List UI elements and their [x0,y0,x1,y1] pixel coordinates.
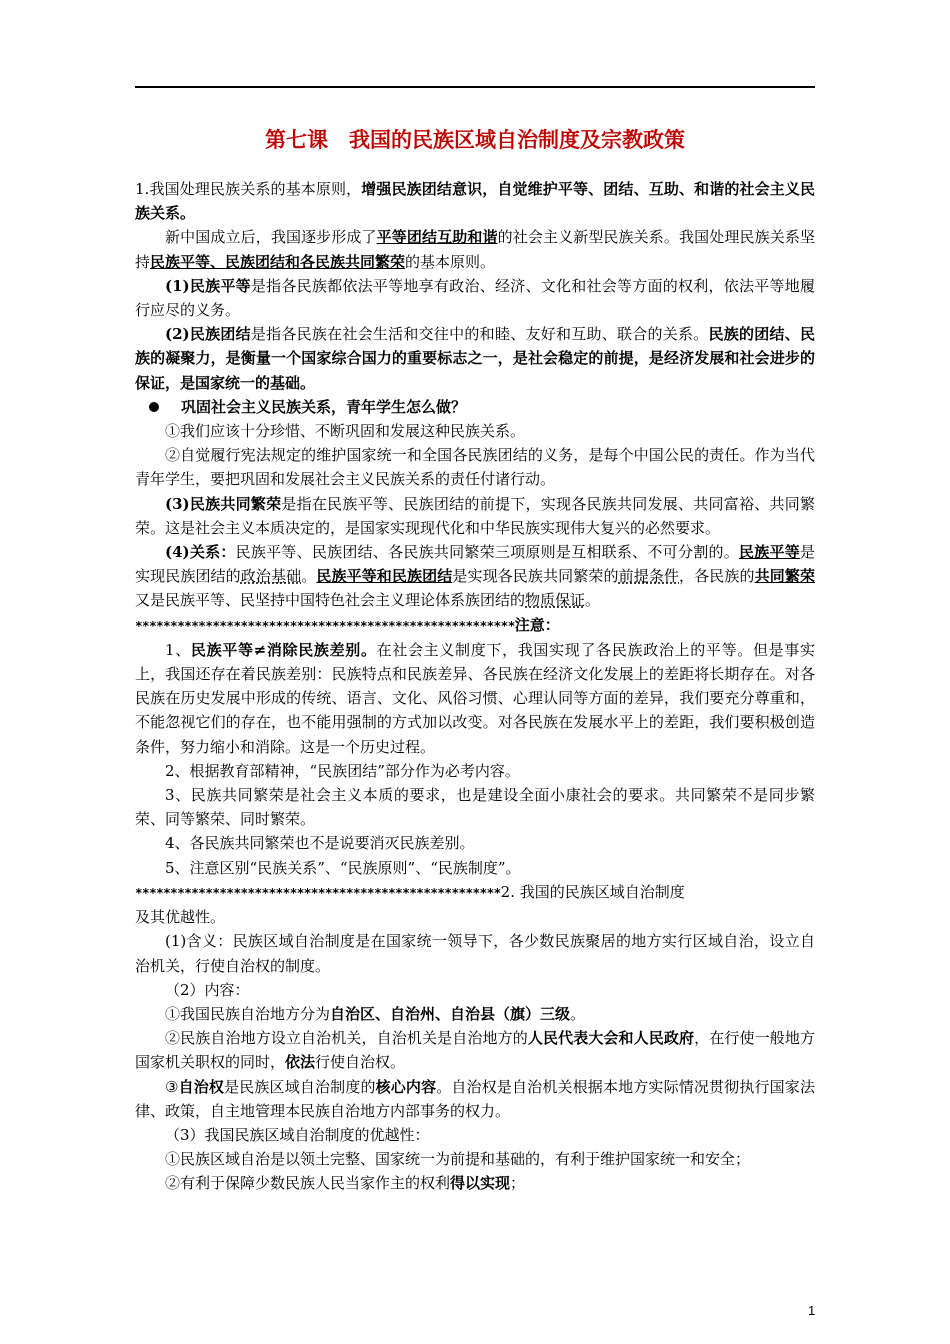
note-5: 5、注意区别“民族关系”、“民族原则”、“民族制度”。 [165,858,521,877]
text: 是指在民族平等、民族团结的前提下，实现各民族共同发展、共同富裕、共同繁荣。这是社会主义本质决定的，是国家实现现代化和中华民族实现伟大复兴的必然要求。 [135,494,815,537]
text: ②有利于保障少数民族人民当家作主的权利 [165,1174,451,1193]
separator-section-2 [135,880,815,929]
section-heading: 2. 我国的民族区域自治制度 [500,882,685,901]
bold-text: 增强民族团结意识，自觉维护平等、团结、互助、和谐的社会主义民族关系。 [135,180,815,223]
text: 又是民族平等、民坚持中国特色社会主义理论体系族团结的 [135,591,526,610]
underlined-text: 民族平等、民族团结和各民族共同繁荣 [150,252,406,271]
text: 行使自治权。 [315,1053,406,1072]
bold-text: 民族平等≠消除民族差别。 [190,640,377,659]
page-title: 第七课 我国的民族区域自治制度及宗教政策 [265,128,685,152]
bold-text: (1)民族平等 [165,276,251,295]
text: 是指各民族在社会生活和交往中的和睦、友好和互助、联合的关系。 [250,325,709,344]
text: 是实现各民族共同繁荣的 [452,567,619,586]
bold-text: (3)民族共同繁荣 [165,494,282,513]
text: 。自治权是自治机关根据本地方实际情况贯彻执行国家法律、政策，自主地管理本民族自治地方内部事务的权力。 [135,1077,815,1120]
text: 1.我国处理民族关系的基本原则， [135,180,362,198]
section-heading: 及其优越性。 [135,908,226,927]
bold-text: 巩固社会主义民族关系，青年学生怎么做？ [181,397,467,416]
note-2: 2、根据教育部精神，“民族团结”部分作为必考内容。 [165,761,520,780]
text: 。 [570,1004,586,1023]
note-4: 4、各民族共同繁荣也不是说要消灭民族差别。 [165,834,475,853]
header-rule [135,86,815,88]
paragraph-question [135,395,815,419]
paragraph-unity [135,322,815,395]
paragraph-content-heading: （2）内容： [165,980,250,999]
text: ①我国民族自治地方分为 [165,1004,331,1023]
bold-text: 得以实现 [450,1174,511,1193]
paragraph-prosperity [135,492,815,540]
paragraph-equality [135,274,815,322]
paragraph-autonomy [135,1075,815,1123]
star-separator: **************************************************** [135,884,501,900]
bold-text: 人民代表大会和人民政府 [527,1029,695,1048]
text: ②民族自治地方设立自治机关，自治机关是自治地方的 [165,1029,528,1048]
dotted-text: 前提条件 [618,567,680,586]
text: 是民族区域自治制度的 [224,1077,376,1096]
paragraph-advantage-1: ①民族区域自治是以领土完整、国家统一为前提和基础的，有利于维护国家统一和安全； [165,1150,751,1169]
text: 是实现民族团结的 [135,543,815,586]
text: 的社会主义新型民族关系。我国处理民族关系坚持 [135,228,815,271]
bold-text: 民族的团结、民族的凝聚力，是衡量一个国家综合国力的重要标志之一，是社会稳定的前提，是经济发展和社会进步的保证，是国家统一的基础。 [135,325,815,392]
paragraph-item-1: ①我们应该十分珍惜、不断巩固和发展这种民族关系。 [165,422,526,441]
text: 。 [585,591,601,610]
underlined-text: 共同繁荣 [754,567,815,586]
page-number: 1 [808,1303,816,1318]
bold-text: 核心内容 [375,1077,437,1096]
note-1 [135,638,815,759]
text: 的基本原则。 [405,252,496,271]
text: ； [510,1174,526,1193]
note-3: 3、民族共同繁荣是社会主义本质的要求，也是建设全面小康社会的要求。共同繁荣不是同步繁荣、同等繁荣、同时繁荣。 [135,786,815,829]
bold-text: 依法 [285,1053,316,1072]
paragraph-item-2: ②自觉履行宪法规定的维护国家统一和全国各民族团结的义务，是每个中国公民的责任。作为当代青年学生，要把巩固和发展社会主义民族关系的责任付诸行动。 [135,446,815,489]
paragraph-principle [135,177,815,225]
underlined-text: 民族平等 [738,543,800,562]
text: 民族平等、民族团结、各民族共同繁荣三项原则是互相联系、不可分割的。 [235,543,739,562]
text: 是指各民族都依法平等地享有政治、经济、文化和社会等方面的权利，依法平等地履行应尽的义务。 [135,276,815,320]
paragraph-definition: (1)含义：民族区域自治制度是在国家统一领导下，各少数民族聚居的地方实行区域自治，设立自治机关，行使自治权的制度。 [135,932,815,975]
text: 1、 [165,640,191,659]
paragraph-intro [135,225,815,273]
dotted-text: 政治基础 [240,567,302,586]
bold-text: 注意： [514,615,560,634]
text: ③ [165,1077,179,1096]
underlined-text: 民族平等和民族团结 [316,567,453,586]
text: 在社会主义制度下，我国实现了各民族政治上的平等。但是事实上，我国还存在着民族差别：民族特点和民族差异、各民族在经济文化发展上的差距将长期存在。对各民族在历史发展中形成的传统、语言、文化、风俗习惯、心理认同等方面的差异，我们要充分尊重和，不能忽视它们的存在，也不能用强制的方式加以改变。对各民族在发展水平上的差距，我们要积极创造条件，努力缩小和消除。这是一个历史过程。 [135,640,815,756]
document-body [135,177,815,1196]
paragraph-advantages-heading: （3）我国民族区域自治制度的优越性： [165,1125,430,1144]
text: ，在行使一般地方国家机关职权的同时， [135,1029,815,1072]
bold-text: (2)民族团结 [165,325,251,344]
paragraph-levels [135,1002,815,1026]
text: ，各民族的 [679,567,755,586]
bold-text: (4)关系： [165,543,236,562]
paragraph-relation [135,540,815,613]
bold-text: 自治区、自治州、自治县（旗）三级 [330,1004,571,1023]
paragraph-advantage-2 [135,1171,815,1195]
bullet-icon [149,402,159,412]
text: 。 [301,567,317,586]
underlined-text: 平等团结互助和谐 [376,228,498,247]
text: 新中国成立后，我国逐步形成了 [165,228,377,247]
separator-notes [135,613,815,638]
paragraph-organs [135,1026,815,1074]
dotted-text: 物质保证 [525,591,586,610]
star-separator: ****************************************************** [135,617,515,633]
bold-text: 自治权 [178,1077,225,1096]
